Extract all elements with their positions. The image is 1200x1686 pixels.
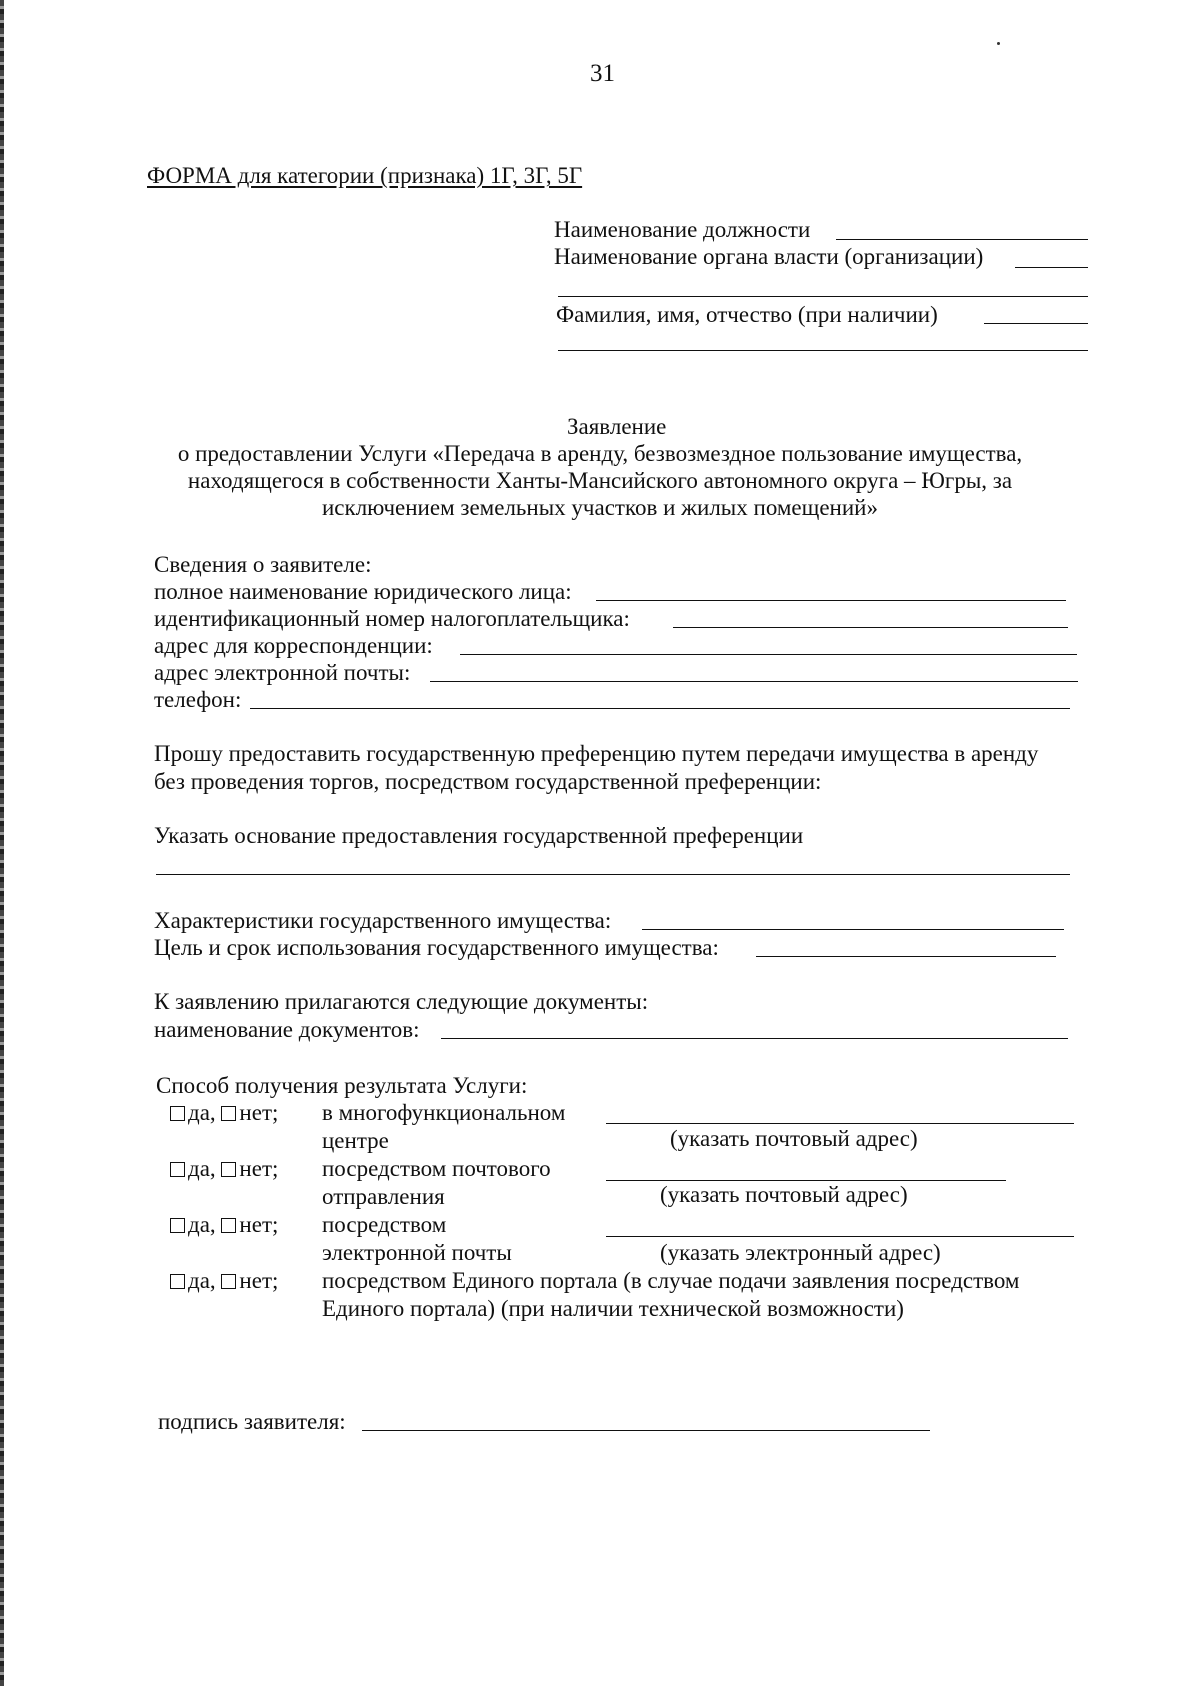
fio-field-line-2[interactable] — [558, 350, 1088, 351]
mfc-address-field[interactable] — [606, 1123, 1074, 1124]
address-label: адрес для корреспонденции: — [154, 633, 433, 658]
authority-field[interactable] — [1015, 267, 1088, 268]
delivery-option-post-line-1: посредством почтового — [322, 1156, 551, 1181]
no-checkbox[interactable] — [221, 1162, 236, 1177]
inn-field[interactable] — [673, 627, 1068, 628]
form-title: ФОРМА для категории (признака) 1Г, 3Г, 5Г — [147, 163, 583, 188]
full-name-field[interactable] — [596, 600, 1066, 601]
position-label: Наименование должности — [554, 217, 811, 242]
delivery-option-portal-line-1: посредством Единого портала (в случае подачи заявления посредством — [322, 1268, 1020, 1293]
fio-label: Фамилия, имя, отчество (при наличии) — [556, 302, 938, 327]
inn-label: идентификационный номер налогоплательщика: — [154, 606, 630, 631]
delivery-option-mfc-line-1: в многофункциональном — [322, 1100, 566, 1125]
statement-line-2: находящегося в собственности Ханты-Мансийского автономного округа – Югры, за — [187, 468, 1013, 493]
characteristics-label: Характеристики государственного имущества: — [154, 908, 612, 933]
basis-label: Указать основание предоставления государственной преференции — [154, 823, 804, 848]
delivery-option-portal-line-2: Единого портала) (при наличии технической возможности) — [322, 1296, 904, 1321]
purpose-field[interactable] — [756, 956, 1056, 957]
mfc-address-hint: (указать почтовый адрес) — [670, 1126, 918, 1151]
yes-checkbox[interactable] — [170, 1162, 185, 1177]
yes-checkbox[interactable] — [170, 1106, 185, 1121]
applicant-heading: Сведения о заявителе: — [154, 552, 372, 577]
yes-checkbox[interactable] — [170, 1274, 185, 1289]
signature-field[interactable] — [362, 1430, 930, 1431]
basis-field[interactable] — [156, 874, 1070, 875]
scan-speck — [997, 42, 1000, 45]
authority-field-line-2[interactable] — [558, 296, 1088, 297]
statement-line-3: исключением земельных участков и жилых помещений» — [322, 495, 878, 520]
delivery-option-post-choice: да, нет; — [170, 1155, 278, 1183]
delivery-option-mfc-choice: да, нет; — [170, 1099, 278, 1127]
request-line-1: Прошу предоставить государственную преференцию путем передачи имущества в аренду — [154, 741, 1039, 766]
page-number: 31 — [590, 60, 615, 87]
scan-edge — [0, 0, 4, 1686]
no-checkbox[interactable] — [221, 1106, 236, 1121]
document-names-label: наименование документов: — [154, 1017, 420, 1042]
no-checkbox[interactable] — [221, 1274, 236, 1289]
delivery-option-mfc-line-2: центре — [322, 1128, 389, 1153]
email-label: адрес электронной почты: — [154, 660, 411, 685]
characteristics-field[interactable] — [642, 929, 1064, 930]
statement-title: Заявление — [567, 414, 667, 439]
email-field[interactable] — [430, 681, 1078, 682]
delivery-option-email-line-2: электронной почты — [322, 1240, 512, 1265]
email-address-field[interactable] — [606, 1236, 1074, 1237]
signature-label: подпись заявителя: — [158, 1409, 346, 1434]
authority-label: Наименование органа власти (организации) — [554, 244, 984, 269]
full-name-label: полное наименование юридического лица: — [154, 579, 572, 604]
request-line-2: без проведения торгов, посредством государственной преференции: — [154, 769, 822, 794]
phone-label: телефон: — [154, 687, 242, 712]
delivery-option-email-choice: да, нет; — [170, 1211, 278, 1239]
phone-field[interactable] — [250, 708, 1070, 709]
statement-line-1: о предоставлении Услуги «Передача в аренду, безвозмездное пользование имущества, — [177, 441, 1023, 466]
delivery-option-portal-choice: да, нет; — [170, 1267, 278, 1295]
document-names-field[interactable] — [441, 1038, 1068, 1039]
no-checkbox[interactable] — [221, 1218, 236, 1233]
delivery-option-email-line-1: посредством — [322, 1212, 447, 1237]
address-field[interactable] — [460, 654, 1077, 655]
fio-field[interactable] — [984, 323, 1088, 324]
purpose-label: Цель и срок использования государственного имущества: — [154, 935, 719, 960]
documents-heading: К заявлению прилагаются следующие документы: — [154, 989, 649, 1014]
delivery-option-post-line-2: отправления — [322, 1184, 445, 1209]
position-field[interactable] — [836, 239, 1088, 240]
delivery-heading: Способ получения результата Услуги: — [156, 1073, 528, 1098]
yes-checkbox[interactable] — [170, 1218, 185, 1233]
email-address-hint: (указать электронный адрес) — [660, 1240, 941, 1265]
post-address-hint: (указать почтовый адрес) — [660, 1182, 908, 1207]
